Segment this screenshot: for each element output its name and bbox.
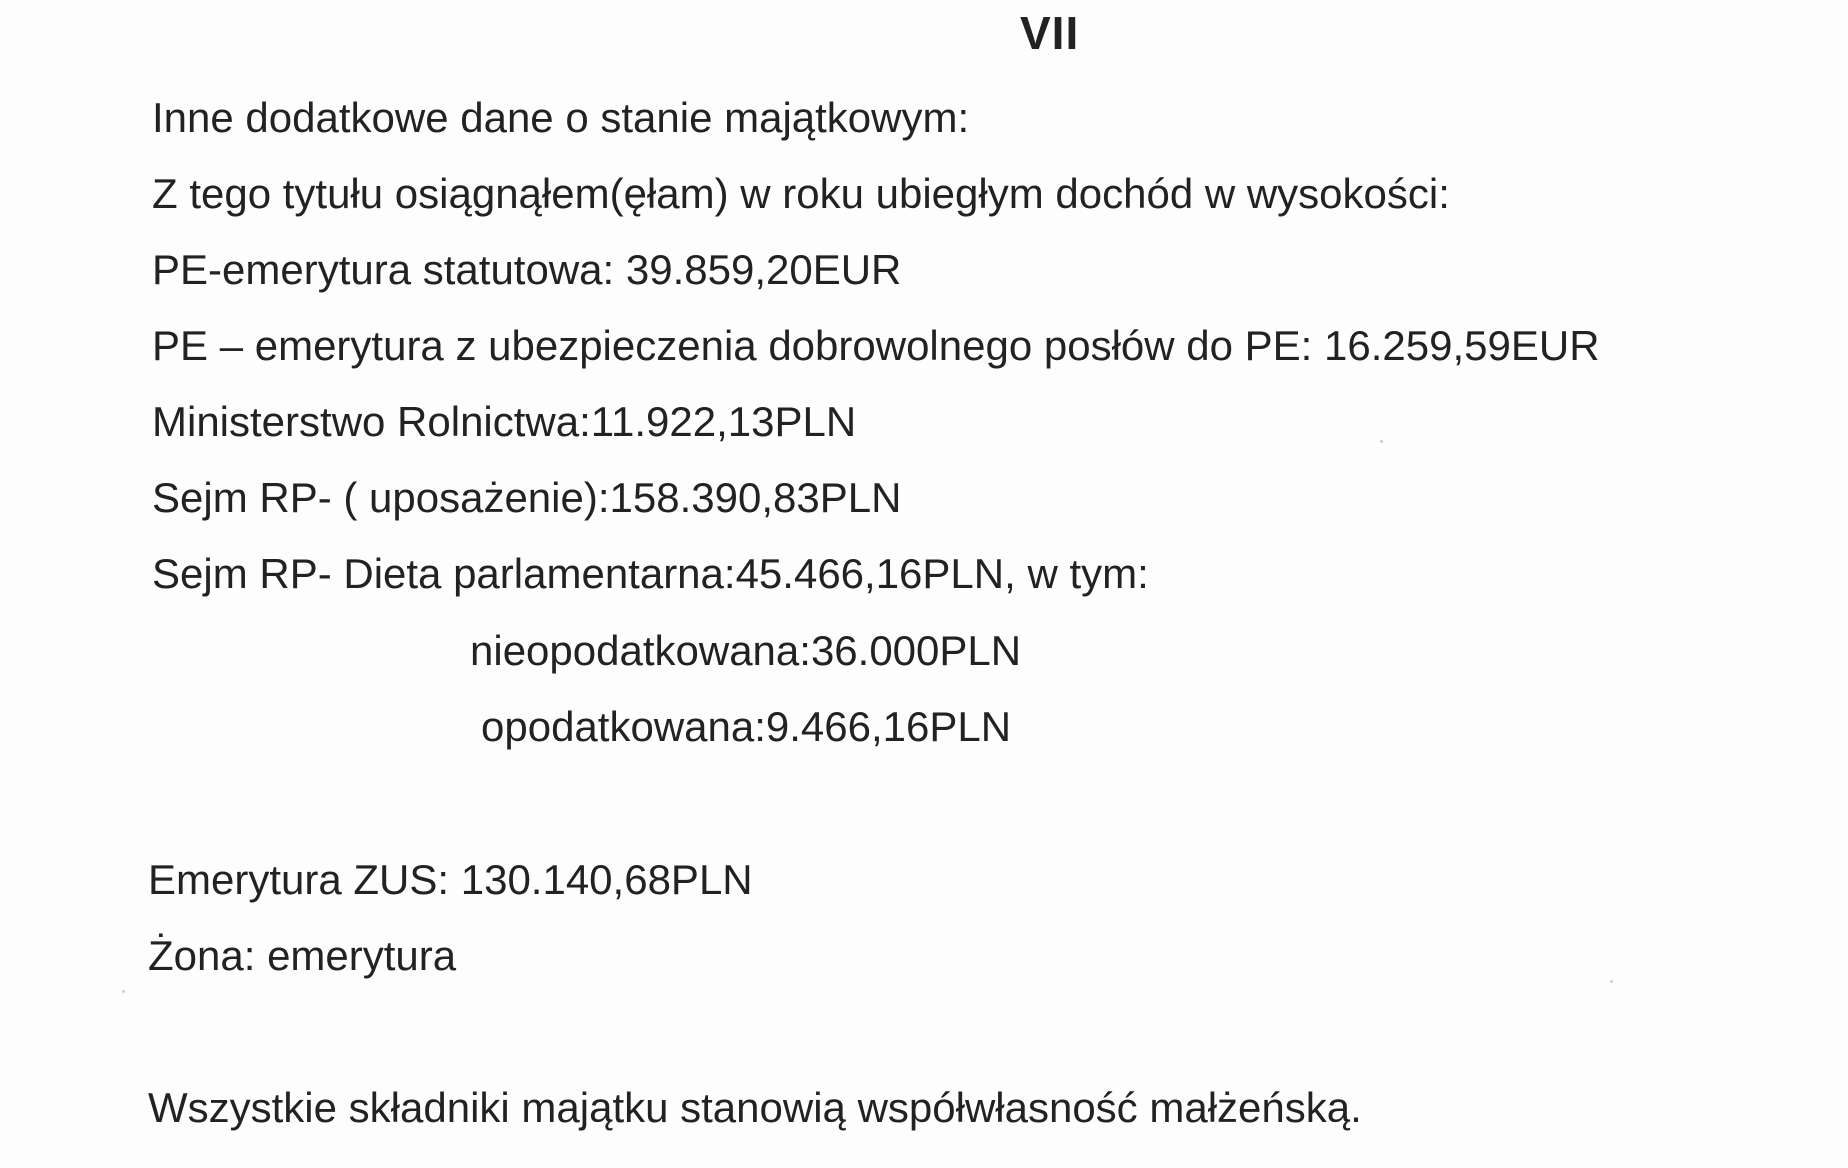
scan-speck [1610,980,1613,983]
income-line-pe-statutory-pension: PE-emerytura statutowa: 39.859,20EUR [152,246,902,293]
closing-statement: Wszystkie składniki majątku stanowią współwłasność małżeńską. [148,1084,1362,1131]
diet-taxed-line: opodatkowana:9.466,16PLN [481,703,1012,750]
income-line-sejm-salary: Sejm RP- ( uposażenie):158.390,83PLN [152,474,902,521]
income-intro-text: Z tego tytułu osiągnąłem(ęłam) w roku ubiegłym dochód w wysokości: [152,170,1450,217]
scan-speck [122,990,125,993]
income-line-sejm-diet: Sejm RP- Dieta parlamentarna:45.466,16PLN, w tym: [152,550,1149,597]
section-number: VII [1020,7,1080,59]
income-line-pe-voluntary-pension: PE – emerytura z ubezpieczenia dobrowolnego posłów do PE: 16.259,59EUR [152,322,1600,369]
income-line-ministry-agriculture: Ministerstwo Rolnictwa:11.922,13PLN [152,398,857,445]
scan-speck [1380,440,1383,443]
spouse-line: Żona: emerytura [148,932,457,979]
diet-untaxed-line: nieopodatkowana:36.000PLN [470,627,1022,674]
heading-text: Inne dodatkowe dane o stanie majątkowym: [152,94,970,141]
pension-line: Emerytura ZUS: 130.140,68PLN [148,856,753,903]
